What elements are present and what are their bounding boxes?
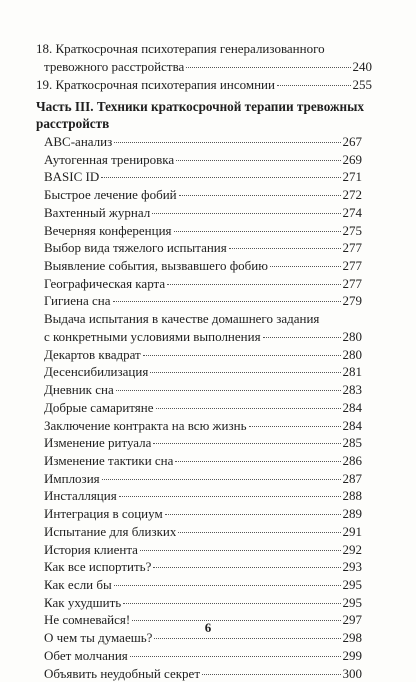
toc-page: 288 <box>342 488 362 504</box>
toc-page: 267 <box>342 134 362 149</box>
toc-entry <box>44 168 362 186</box>
toc-page: 285 <box>342 435 362 451</box>
leader-dots <box>130 647 341 660</box>
toc-entry <box>44 257 362 275</box>
toc-label: О чем ты думаешь? <box>44 630 153 646</box>
toc-page: 275 <box>342 222 362 238</box>
toc-label-line2: с конкретными условиями выполнения <box>44 328 261 344</box>
toc-label: Декартов квадрат <box>44 346 141 362</box>
leader-dots <box>119 487 341 500</box>
toc-page: 293 <box>342 559 362 575</box>
toc-label: Имплозия <box>44 470 100 486</box>
toc-label: Аутогенная тренировка <box>44 151 175 167</box>
toc-label-line1: Выдача испытания в качестве домашнего задания <box>44 311 320 327</box>
leader-dots <box>202 665 340 678</box>
toc-label: Заключение контракта на всю жизнь <box>44 417 247 433</box>
toc-label: Инсталляция <box>44 488 117 504</box>
leader-dots <box>101 168 340 181</box>
toc-entry <box>44 576 362 594</box>
toc-entry <box>44 346 362 364</box>
leader-dots <box>175 452 340 465</box>
toc-page: 297 <box>342 612 362 628</box>
leader-dots <box>102 470 341 483</box>
leader-dots <box>123 594 340 607</box>
toc-page: 274 <box>342 204 362 220</box>
toc-page: 283 <box>342 382 362 398</box>
toc-label: BASIC ID <box>44 169 100 185</box>
leader-dots <box>270 257 341 270</box>
leader-dots <box>150 363 340 376</box>
toc-page: 272 <box>342 187 362 203</box>
leader-dots <box>140 541 341 554</box>
toc-entry <box>44 665 362 682</box>
toc-page: 286 <box>342 452 362 468</box>
leader-dots <box>277 76 351 89</box>
toc-label: Как если бы <box>44 576 112 592</box>
toc-entry <box>44 452 362 470</box>
leader-dots <box>229 239 341 252</box>
part-heading <box>36 98 372 132</box>
leader-dots <box>176 151 340 164</box>
toc-list <box>44 133 362 682</box>
toc-page: 281 <box>342 364 362 380</box>
toc-page: 284 <box>342 417 362 433</box>
leader-dots <box>114 576 341 589</box>
toc-entry <box>44 186 362 204</box>
toc-page: 295 <box>342 594 362 610</box>
toc-entry <box>44 151 362 169</box>
toc-entry <box>44 647 362 665</box>
toc-label: Вечерняя конференция <box>44 222 172 238</box>
toc-label: Вахтенный журнал <box>44 204 151 220</box>
toc-page: 277 <box>342 258 362 274</box>
part-heading-line2: расстройств <box>36 116 110 131</box>
toc-entry <box>44 523 362 541</box>
leader-dots <box>186 58 350 71</box>
toc-page: 299 <box>342 647 362 663</box>
toc-label: Испытание для близких <box>44 523 177 539</box>
chapter-19-title: 19. Краткосрочная психотерапия инсомнии <box>36 76 275 92</box>
toc-entry <box>44 417 362 435</box>
toc-entry <box>44 381 362 399</box>
chapter-18-title-line2: тревожного расстройства <box>44 58 185 74</box>
toc-label: Изменение ритуала <box>44 435 152 451</box>
toc-page: 287 <box>342 470 362 486</box>
toc-label: Географическая карта <box>44 275 166 291</box>
toc-label: Дневник сна <box>44 382 114 398</box>
toc-label: Добрые самаритяне <box>44 399 154 415</box>
toc-entry <box>44 133 362 151</box>
toc-entry <box>44 222 362 240</box>
toc-label: ABC-анализ <box>44 134 113 149</box>
toc-label: Десенсибилизация <box>44 364 149 380</box>
toc-label: Изменение тактики сна <box>44 452 174 468</box>
toc-page: 271 <box>342 169 362 185</box>
toc-label: История клиента <box>44 541 138 557</box>
leader-dots <box>143 346 341 359</box>
toc-label: Обет молчания <box>44 647 128 663</box>
toc-entry <box>44 505 362 523</box>
leader-dots <box>249 417 341 430</box>
toc-page: 280 <box>342 328 362 344</box>
leader-dots <box>156 399 341 412</box>
chapter-19-page: 255 <box>352 76 372 92</box>
toc-page: 269 <box>342 151 362 167</box>
toc-page: 289 <box>342 506 362 522</box>
leader-dots <box>114 133 340 146</box>
toc-label: Гигиена сна <box>44 293 111 309</box>
toc-entry <box>44 363 362 381</box>
toc-label: Интеграция в социум <box>44 506 163 522</box>
toc-page: 300 <box>342 665 362 681</box>
toc-page: 277 <box>342 240 362 256</box>
toc-label: Как все испортить? <box>44 559 152 575</box>
leader-dots <box>153 434 340 447</box>
toc-page: 277 <box>342 275 362 291</box>
toc-entry <box>44 487 362 505</box>
page-number: 6 <box>204 620 212 635</box>
toc-label: Не сомневайся! <box>44 612 131 628</box>
toc-page: 279 <box>342 293 362 309</box>
leader-dots <box>179 186 341 199</box>
toc-label: Выявление события, вызвавшего фобию <box>44 258 268 274</box>
toc-entry <box>44 292 362 310</box>
toc-label: Быстрое лечение фобий <box>44 187 177 203</box>
toc-page: 292 <box>342 541 362 557</box>
previous-chapters <box>36 40 372 93</box>
toc-entry <box>44 204 362 222</box>
leader-dots <box>165 505 341 518</box>
toc-page: 295 <box>342 576 362 592</box>
toc-entry <box>44 434 362 452</box>
chapter-19-entry <box>36 76 372 94</box>
toc-label: Объявить неудобный секрет <box>44 665 201 681</box>
toc-page: 284 <box>342 399 362 415</box>
part-heading-line1: Часть III. Техники краткосрочной терапии тревожных <box>36 99 365 114</box>
leader-dots <box>263 328 341 341</box>
chapter-18-title-line1: 18. Краткосрочная психотерапия генерализованного <box>36 41 325 56</box>
toc-label: Как ухудшить <box>44 594 122 610</box>
leader-dots <box>152 204 340 217</box>
toc-entry <box>44 399 362 417</box>
leader-dots <box>153 558 340 571</box>
leader-dots <box>178 523 340 536</box>
leader-dots <box>113 292 341 305</box>
toc-entry <box>44 558 362 576</box>
toc-entry <box>44 541 362 559</box>
toc-entry <box>44 594 362 612</box>
toc-entry <box>44 275 362 293</box>
chapter-18-page: 240 <box>352 58 372 74</box>
leader-dots <box>174 222 341 235</box>
toc-page: 291 <box>342 523 362 539</box>
leader-dots <box>167 275 340 288</box>
toc-page: 298 <box>342 630 362 646</box>
chapter-18-entry <box>36 58 372 76</box>
leader-dots <box>116 381 341 394</box>
toc-entry <box>44 328 362 346</box>
toc-label: Выбор вида тяжелого испытания <box>44 240 227 256</box>
toc-entry <box>44 239 362 257</box>
toc-page: 280 <box>342 346 362 362</box>
toc-entry <box>44 470 362 488</box>
